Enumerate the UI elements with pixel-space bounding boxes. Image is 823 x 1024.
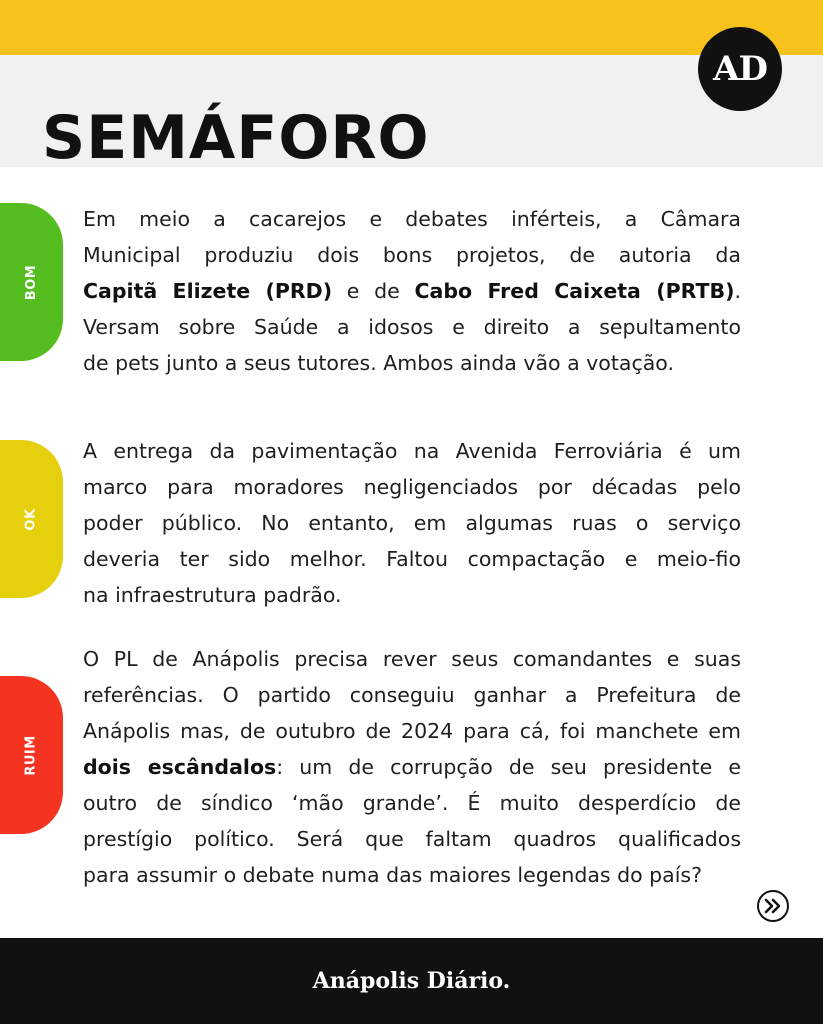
section-text-ruim <box>83 641 741 893</box>
text-segment: referências. O partido conseguiu ganhar a Prefeitura de <box>83 683 741 707</box>
text-segment: Versam sobre Saúde a idosos e direito a sepultamento <box>83 315 741 339</box>
text-line <box>83 577 741 613</box>
text-segment: para assumir o debate numa das maiores legendas do país? <box>83 863 702 887</box>
section-text-bom <box>83 201 741 381</box>
brand-logo: AD <box>698 27 782 111</box>
status-tab-ruim <box>0 676 63 834</box>
text-line <box>83 345 741 381</box>
text-segment: outro de síndico ‘mão grande’. É muito desperdício de <box>83 791 741 815</box>
text-segment: Em meio a cacarejos e debates inférteis, a Câmara <box>83 207 741 231</box>
text-line <box>83 433 741 469</box>
text-segment: na infraestrutura padrão. <box>83 583 342 607</box>
text-segment: poder público. No entanto, em algumas ruas o serviço <box>83 511 741 535</box>
text-segment: deveria ter sido melhor. Faltou compactação e meio-fio <box>83 547 741 571</box>
status-label-bom: BOM <box>24 264 39 300</box>
text-segment: A entrega da pavimentação na Avenida Ferroviária é um <box>83 439 741 463</box>
status-label-ok: OK <box>24 507 39 531</box>
footer-brand: Anápolis Diário. <box>312 968 511 994</box>
footer-bar <box>0 938 823 1024</box>
page-title: SEMÁFORO <box>42 103 430 173</box>
text-segment: e de <box>332 279 415 303</box>
text-line <box>83 713 741 749</box>
text-line <box>83 273 741 309</box>
text-segment: marco para moradores negligenciados por décadas pelo <box>83 475 741 499</box>
text-line <box>83 677 741 713</box>
text-line <box>83 857 741 893</box>
status-tab-bom <box>0 203 63 361</box>
bold-text: dois escândalos <box>83 755 277 779</box>
text-segment: de pets junto a seus tutores. Ambos ainda vão a votação. <box>83 351 674 375</box>
text-line <box>83 469 741 505</box>
text-line <box>83 309 741 345</box>
next-page-button[interactable] <box>757 890 789 922</box>
text-line <box>83 505 741 541</box>
text-segment: Municipal produziu dois bons projetos, de autoria da <box>83 243 741 267</box>
status-tab-ok <box>0 440 63 598</box>
text-segment: : um de corrupção de seu presidente e <box>276 755 741 779</box>
status-label-ruim: RUIM <box>24 734 39 776</box>
bold-text: Capitã Elizete (PRD) <box>83 279 333 303</box>
section-text-ok <box>83 433 741 613</box>
text-segment: prestígio político. Será que faltam quadros qualificados <box>83 827 741 851</box>
text-line <box>83 821 741 857</box>
text-line <box>83 641 741 677</box>
text-line <box>83 201 741 237</box>
text-segment: O PL de Anápolis precisa rever seus comandantes e suas <box>83 647 741 671</box>
top-accent-bar <box>0 0 823 55</box>
double-chevron-right-icon <box>764 898 782 914</box>
text-segment: Anápolis mas, de outubro de 2024 para cá, foi manchete em <box>83 719 741 743</box>
text-line <box>83 541 741 577</box>
text-line <box>83 237 741 273</box>
text-segment: . <box>734 279 741 303</box>
text-line <box>83 785 741 821</box>
text-line <box>83 749 741 785</box>
bold-text: Cabo Fred Caixeta (PRTB) <box>414 279 735 303</box>
